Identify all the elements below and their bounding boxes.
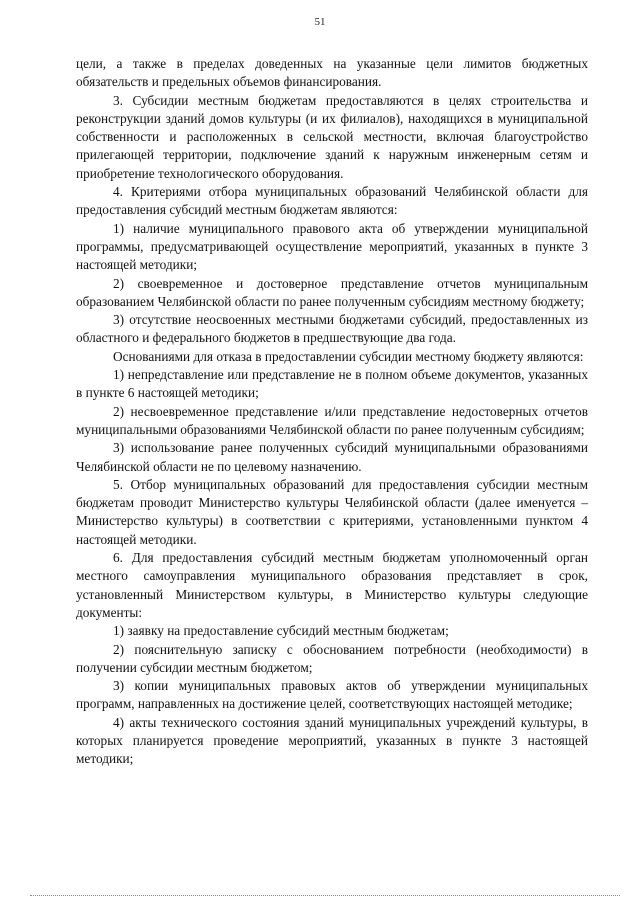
paragraph: 3) использование ранее полученных субсидий муниципальными образованиями Челябинской области не по целевому назначению. bbox=[76, 440, 588, 474]
paragraph: 2) пояснительную записку с обоснованием потребности (необходимости) в получении субсидии местным бюджетом; bbox=[76, 641, 588, 675]
paragraph: 4) акты технического состояния зданий муниципальных учреждений культуры, в которых планируется проведение мероприятий, указанных в пункте 3 настоящей методики; bbox=[76, 714, 588, 767]
paragraph: 5. Отбор муниципальных образований для предоставления субсидии местным бюджетам проводит Министерство культуры Челябинской области (далее именуется – Министерство культуры) в соответствии с критериями, установленными пунктом 4 настоящей методики. bbox=[76, 476, 588, 547]
paragraph: 3) отсутствие неосвоенных местными бюджетами субсидий, предоставленных из областного и федерального бюджетов в предшествующие два года. bbox=[76, 312, 588, 346]
paragraph: 3) копии муниципальных правовых актов об утверждении муниципальных программ, направленных на достижение целей, соответствующих настоящей методике; bbox=[76, 678, 588, 712]
paragraph: 1) непредставление или представление не в полном объеме документов, указанных в пункте 6 настоящей методики; bbox=[76, 367, 588, 401]
page-number: 51 bbox=[314, 16, 326, 28]
paragraph: 1) наличие муниципального правового акта об утверждении муниципальной программы, предусматривающей осуществление мероприятий, указанных в пункте 3 настоящей методики; bbox=[76, 220, 588, 273]
document-body bbox=[76, 55, 588, 769]
page-bottom-divider bbox=[30, 895, 620, 896]
paragraph: 3. Субсидии местным бюджетам предоставляются в целях строительства и реконструкции зданий домов культуры (и их филиалов), находящихся в муниципальной собственности и расположенных в сельской местности, включая благоустройство прилегающей территории, подключение зданий к наружным инженерным сетям и приобретение технологического оборудования. bbox=[76, 92, 588, 181]
paragraph: цели, а также в пределах доведенных на указанные цели лимитов бюджетных обязательств и предельных объемов финансирования. bbox=[76, 56, 588, 90]
paragraph: 2) несвоевременное представление и/или представление недостоверных отчетов муниципальными образованиями Челябинской области по ранее полученным субсидиям; bbox=[76, 403, 588, 437]
paragraph: 1) заявку на предоставление субсидий местным бюджетам; bbox=[113, 623, 449, 639]
paragraph: Основаниями для отказа в предоставлении субсидии местному бюджету являются: bbox=[113, 348, 584, 364]
paragraph: 6. Для предоставления субсидий местным бюджетам уполномоченный орган местного самоуправления муниципального образования представляет в срок, установленный Министерством культуры, в Министерство культуры следующие документы: bbox=[76, 550, 588, 620]
paragraph: 2) своевременное и достоверное представление отчетов муниципальным образованием Челябинской области по ранее полученным субсидиям местному бюджету; bbox=[76, 275, 588, 309]
paragraph: 4. Критериями отбора муниципальных образований Челябинской области для предоставления субсидий местным бюджетам являются: bbox=[76, 184, 588, 218]
